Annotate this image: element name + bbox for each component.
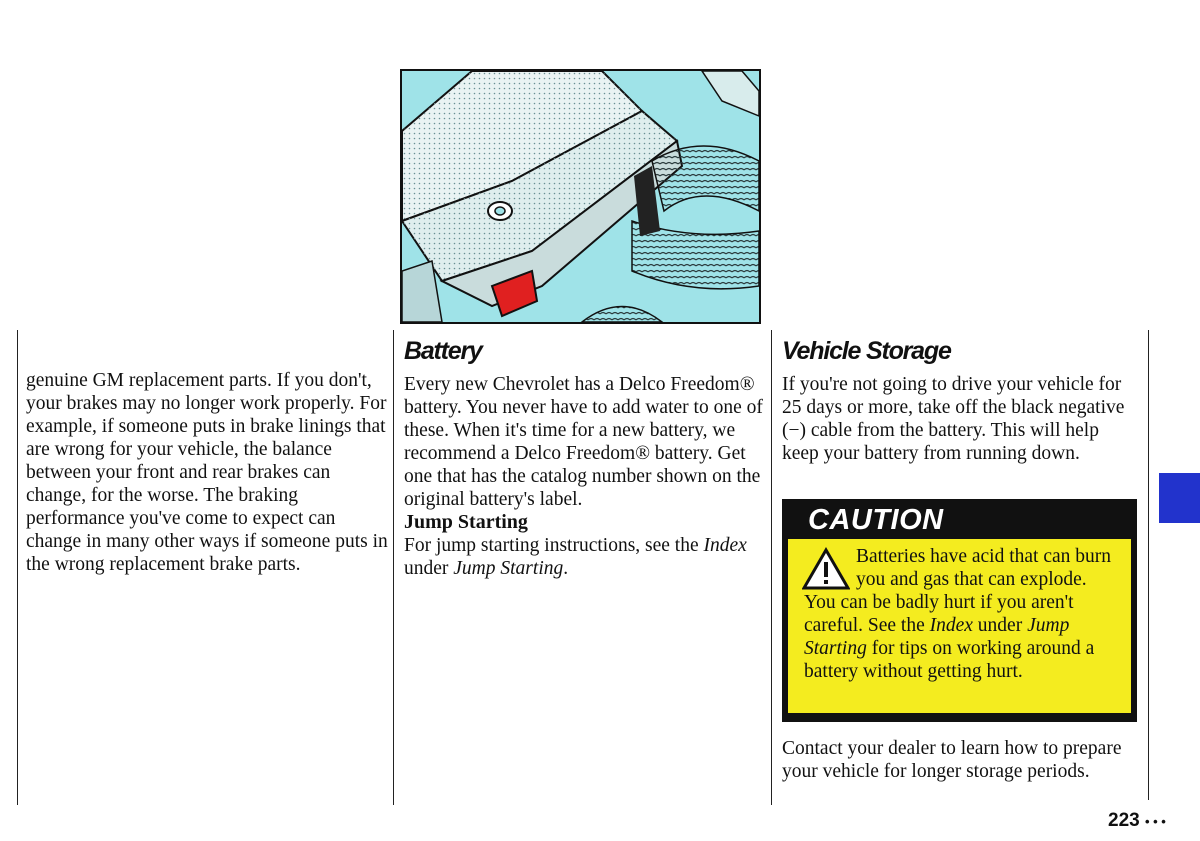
- page-dots: • • •: [1144, 814, 1166, 829]
- left-column: [26, 369, 388, 576]
- jump-starting-paragraph: [404, 534, 766, 580]
- caution-text: Batteries have acid that can burn you and gas that can explode. You can be badly hurt if you aren't careful. See the: [804, 546, 1112, 636]
- vehicle-storage-section: [782, 337, 1140, 465]
- caution-jump-starting-reference: Jump Starting: [804, 615, 1070, 659]
- column-divider-center-left: [393, 330, 394, 805]
- period: .: [563, 558, 569, 579]
- battery-heading: Battery: [404, 337, 482, 365]
- warning-triangle-icon: [802, 547, 850, 591]
- column-divider-left: [17, 330, 18, 805]
- column-divider-right: [1148, 330, 1149, 800]
- brake-parts-paragraph: genuine GM replacement parts. If you don't, your brakes may no longer work properly. For example, if someone puts in brake linings that are wrong for your vehicle, the balance between your front and rear brakes can change, for the worse. The braking performance you've come to expect can change in many other ways if someone puts in the wrong replacement brake parts.: [26, 370, 388, 575]
- index-reference: Index: [703, 535, 747, 556]
- page-number-value: 223: [1108, 810, 1140, 831]
- section-tab-marker: [1159, 473, 1200, 523]
- caution-box: [782, 499, 1137, 722]
- vehicle-storage-paragraph: If you're not going to drive your vehicle for 25 days or more, take off the black negative (−) cable from the battery. This will help keep your battery from running down.: [782, 374, 1125, 464]
- battery-drawing: [402, 71, 759, 322]
- jump-starting-reference: Jump Starting: [453, 558, 564, 579]
- page-number: [1108, 810, 1166, 832]
- jump-text: For jump starting instructions, see the: [404, 535, 699, 556]
- battery-section: [404, 337, 766, 580]
- jump-starting-subheading: Jump Starting: [404, 511, 528, 533]
- storage-closing: [782, 737, 1140, 783]
- storage-closing-paragraph: Contact your dealer to learn how to prepare your vehicle for longer storage periods.: [782, 738, 1122, 782]
- vehicle-storage-heading: Vehicle Storage: [782, 337, 951, 365]
- battery-paragraph: Every new Chevrolet has a Delco Freedom® battery. You never have to add water to one of these. When it's time for a new battery, we recommend a Delco Freedom® battery. Get one that has the catalog number shown on the original battery's label.: [404, 374, 763, 510]
- under-text: under: [404, 558, 449, 579]
- caution-title: CAUTION: [808, 504, 944, 536]
- battery-illustration: [400, 69, 761, 324]
- caution-under: under: [977, 615, 1023, 636]
- caution-text-end: for tips on working around a battery without getting hurt.: [804, 638, 1095, 682]
- column-divider-center-right: [771, 330, 772, 805]
- caution-body: [788, 539, 1131, 713]
- caution-index-reference: Index: [929, 615, 973, 636]
